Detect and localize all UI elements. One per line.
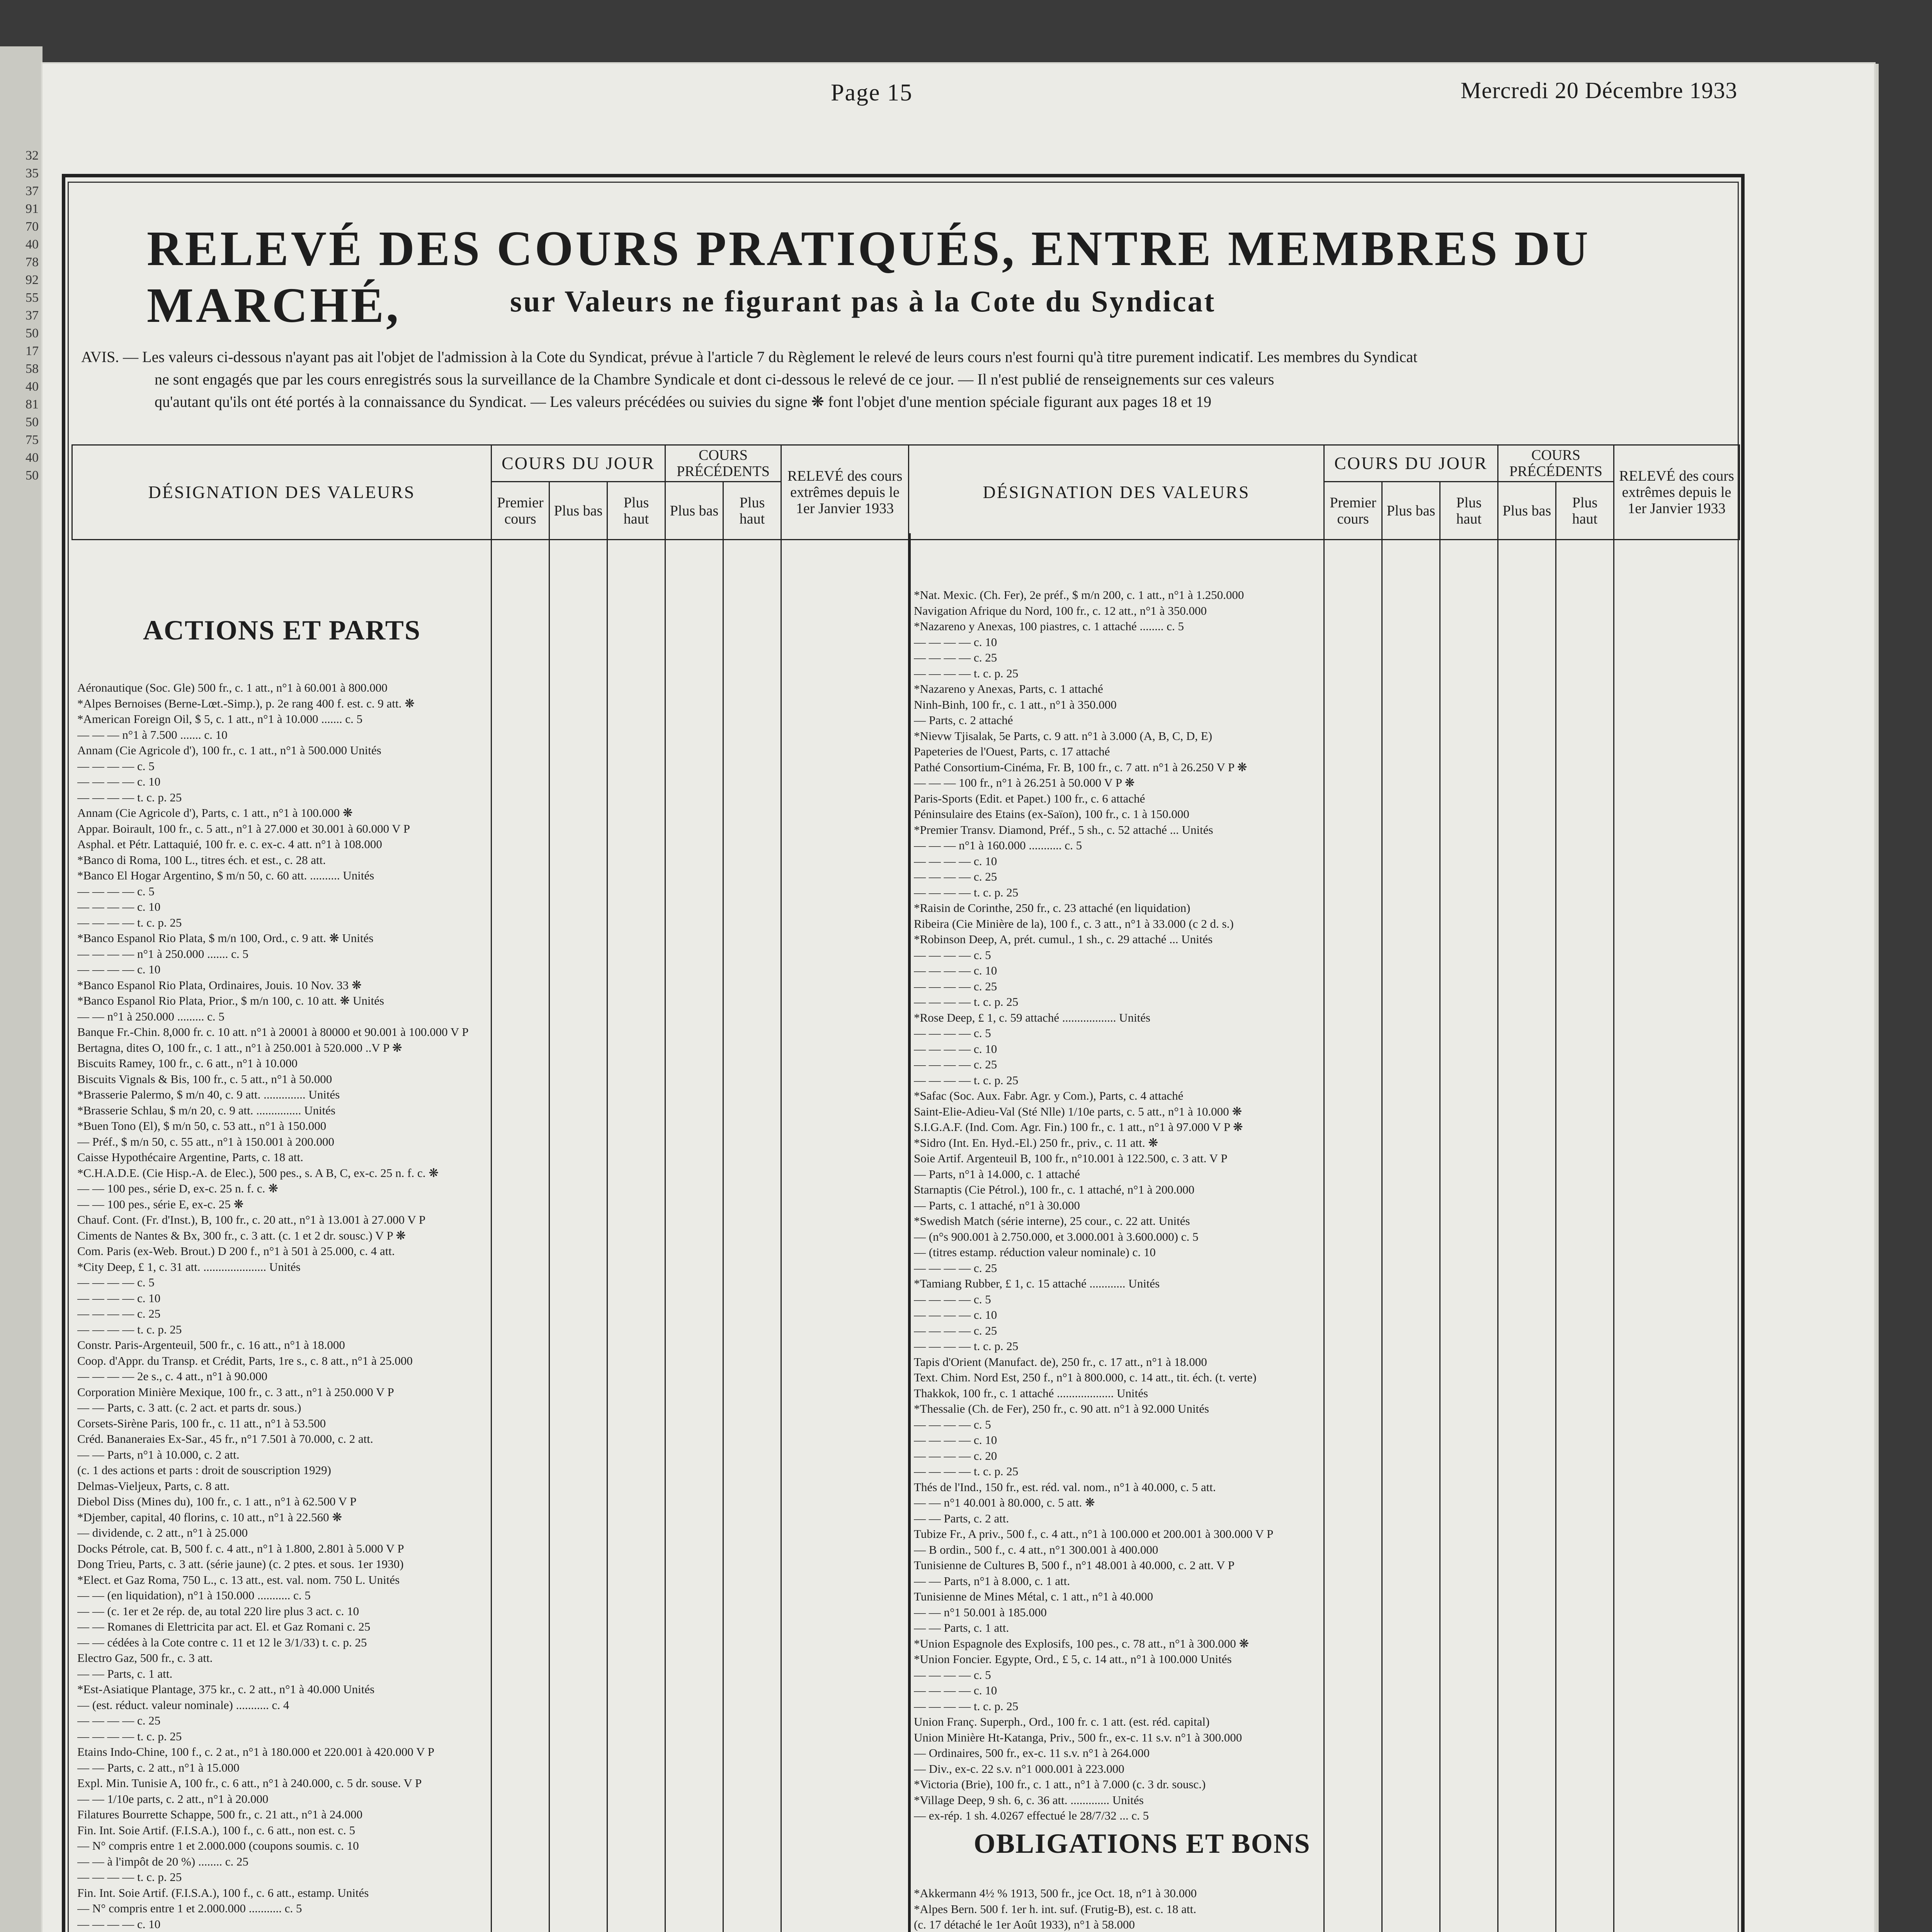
list-item: Com. Paris (ex-Web. Brout.) D 200 f., n°1 à 501 à 25.000, c. 4 att. — [77, 1244, 395, 1258]
list-item: — — n°1 50.001 à 185.000 — [914, 1605, 1047, 1619]
list-item: — — — — c. 10 — [914, 854, 997, 868]
list-item: — — — — c. 5 — [914, 1668, 991, 1682]
list-item: Union Franç. Superph., Ord., 100 fr. c. 1 att. (est. réd. capital) — [914, 1715, 1210, 1728]
list-item: *Thessalie (Ch. de Fer), 250 fr., c. 90 att. n°1 à 92.000 Unités — [914, 1402, 1209, 1415]
notice-line-2: ne sont engagés que par les cours enregistrés sous la surveillance de la Chambre Syndicale et dont ci-dessous le relevé de ce jour. — Il n'est publié de renseignements sur ces valeurs — [155, 371, 1274, 388]
section-obligations-title: OBLIGATIONS ET BONS — [974, 1828, 1311, 1859]
list-item: — — — — c. 10 — [77, 1291, 161, 1305]
list-item: — — — — c. 20 — [914, 1449, 997, 1463]
list-item: *Banco El Hogar Argentino, $ m/n 50, c. 60 att. .......... Unités — [77, 869, 374, 882]
list-item: — — — — c. 5 — [914, 1292, 991, 1306]
list-item: — — — — c. 10 — [914, 635, 997, 649]
page-number: Page 15 — [831, 80, 913, 106]
edge-mark: 32 — [26, 148, 39, 163]
list-item: — — — — 2e s., c. 4 att., n°1 à 90.000 — [77, 1369, 267, 1383]
edge-mark: 40 — [26, 451, 39, 465]
edge-mark: 78 — [26, 255, 39, 269]
list-item: Filatures Bourrette Schappe, 500 fr., c. 21 att., n°1 à 24.000 — [77, 1808, 363, 1821]
list-item: *Nievw Tjisalak, 5e Parts, c. 9 att. n°1 à 3.000 (A, B, C, D, E) — [914, 729, 1213, 743]
obligations-designation-list — [914, 1886, 1321, 1932]
list-item: Ninh-Binh, 100 fr., c. 1 att., n°1 à 350.000 — [914, 697, 1117, 711]
list-item: — — Romanes di Elettricita par act. El. et Gaz Romani c. 25 — [77, 1620, 371, 1633]
column-rule — [1497, 533, 1498, 1932]
list-item: *C.H.A.D.E. (Cie Hisp.-A. de Elec.), 500 pes., s. A B, C, ex-c. 25 n. f. c. ❋ — [77, 1166, 439, 1180]
list-item: *Robinson Deep, A, prét. cumul., 1 sh., c. 29 attaché ... Unités — [914, 932, 1213, 946]
list-item: — — — — c. 5 — [914, 1417, 991, 1431]
list-item: *Banco Espanol Rio Plata, $ m/n 100, Ord., c. 9 att. ❋ Unités — [77, 931, 374, 945]
prec-plus-bas-header-right: Plus bas — [1498, 482, 1556, 540]
list-item: *Banco di Roma, 100 L., titres éch. et est., c. 28 att. — [77, 853, 326, 867]
prec-plus-haut-header-right: Plus haut — [1556, 482, 1614, 540]
list-item: Coop. d'Appr. du Transp. et Crédit, Parts, 1re s., c. 8 att., n°1 à 25.000 — [77, 1354, 413, 1367]
prec-plus-bas-header: Plus bas — [665, 482, 723, 540]
page-subtitle: sur Valeurs ne figurant pas à la Cote du Syndicat — [510, 284, 1216, 318]
edge-mark: 17 — [26, 344, 39, 358]
list-item: Dong Trieu, Parts, c. 3 att. (série jaune) (c. 2 ptes. et sous. 1er 1930) — [77, 1557, 404, 1571]
list-item: Papeteries de l'Ouest, Parts, c. 17 attaché — [914, 745, 1110, 758]
list-item: *Sidro (Int. En. Hyd.-El.) 250 fr., priv., c. 11 att. ❋ — [914, 1136, 1158, 1150]
list-item: Aéronautique (Soc. Gle) 500 fr., c. 1 att., n°1 à 60.001 à 800.000 — [77, 681, 388, 694]
list-item: — — — — c. 25 — [914, 979, 997, 993]
list-item: — Parts, n°1 à 14.000, c. 1 attaché — [914, 1167, 1080, 1181]
plus-bas-header-right: Plus bas — [1382, 482, 1440, 540]
list-item: Corporation Minière Mexique, 100 fr., c. 3 att., n°1 à 250.000 V P — [77, 1385, 394, 1399]
edge-mark: 75 — [26, 433, 39, 447]
list-item: — — Parts, c. 2 att., n°1 à 15.000 — [77, 1760, 240, 1774]
list-item: — — Parts, c. 1 att. — [914, 1621, 1009, 1634]
list-item: — — — — c. 5 — [77, 759, 155, 773]
edge-mark: 92 — [26, 273, 39, 287]
list-item: *Safac (Soc. Aux. Fabr. Agr. y Com.), Parts, c. 4 attaché — [914, 1089, 1184, 1102]
left-designation-list — [77, 680, 487, 1932]
list-item: — (titres estamp. réduction valeur nominale) c. 10 — [914, 1245, 1156, 1259]
right-column-headers — [908, 444, 1740, 540]
list-item: — — — n°1 à 7.500 ....... c. 10 — [77, 728, 228, 742]
list-item: — — — — t. c. p. 25 — [914, 1464, 1019, 1478]
list-item: — — n°1 40.001 à 80.000, c. 5 att. ❋ — [914, 1496, 1095, 1509]
list-item: Delmas-Vieljeux, Parts, c. 8 att. — [77, 1479, 230, 1493]
list-item: *Village Deep, 9 sh. 6, c. 36 att. ............. Unités — [914, 1793, 1144, 1807]
list-item: *Nazareno y Anexas, Parts, c. 1 attaché — [914, 682, 1103, 696]
list-item: — — — — c. 10 — [77, 900, 161, 913]
edge-mark: 50 — [26, 415, 39, 429]
list-item: *Banco Espanol Rio Plata, Ordinaires, Jouis. 10 Nov. 33 ❋ — [77, 978, 362, 992]
list-item: Banque Fr.-Chin. 8,000 fr. c. 10 att. n°1 à 20001 à 80000 et 90.001 à 100.000 V P — [77, 1025, 469, 1039]
list-item: Fin. Int. Soie Artif. (F.I.S.A.), 100 f., c. 6 att., estamp. Unités — [77, 1886, 369, 1900]
list-item: *Nazareno y Anexas, 100 piastres, c. 1 attaché ........ c. 5 — [914, 619, 1184, 633]
column-rule — [908, 533, 911, 1932]
list-item: Soie Artif. Argenteuil B, 100 fr., n°10.001 à 122.500, c. 3 att. V P — [914, 1151, 1228, 1165]
list-item: — Parts, c. 1 attaché, n°1 à 30.000 — [914, 1198, 1080, 1212]
list-item: — — — — t. c. p. 25 — [914, 1699, 1019, 1713]
edge-mark: 58 — [26, 362, 39, 376]
left-column-headers — [71, 444, 909, 540]
list-item: Navigation Afrique du Nord, 100 fr., c. 12 att., n°1 à 350.000 — [914, 604, 1207, 617]
edge-mark: 40 — [26, 237, 39, 252]
cours-du-jour-header: COURS DU JOUR — [492, 445, 665, 482]
list-item: Ribeira (Cie Minière de la), 100 f., c. 3 att., n°1 à 33.000 (c 2 d. s.) — [914, 917, 1234, 930]
list-item: Tubize Fr., A priv., 500 f., c. 4 att., n°1 à 100.000 et 200.001 à 300.000 V P — [914, 1527, 1274, 1541]
edge-mark: 91 — [26, 202, 39, 216]
list-item: Tunisienne de Cultures B, 500 f., n°1 48.001 à 40.000, c. 2 att. V P — [914, 1558, 1235, 1572]
edge-mark: 40 — [26, 379, 39, 394]
list-item: — — — — t. c. p. 25 — [77, 790, 182, 804]
list-item: — — — — t. c. p. 25 — [914, 885, 1019, 899]
list-item: — B ordin., 500 f., c. 4 att., n°1 300.001 à 400.000 — [914, 1543, 1158, 1556]
list-item: — — — n°1 à 160.000 ........... c. 5 — [914, 838, 1082, 852]
list-item: Etains Indo-Chine, 100 f., c. 2 at., n°1 à 180.000 et 220.001 à 420.000 V P — [77, 1745, 434, 1759]
precedents-header-right: COURS PRÉCÉDENTS — [1498, 445, 1614, 482]
list-item: *Swedish Match (série interne), 25 cour., c. 22 att. Unités — [914, 1214, 1190, 1228]
designation-header: DÉSIGNATION DES VALEURS — [72, 445, 492, 540]
list-item: — — — — c. 5 — [77, 1276, 155, 1289]
list-item: — — — — c. 10 — [914, 1684, 997, 1697]
edge-mark: 35 — [26, 166, 39, 180]
list-item: — Préf., $ m/n 50, c. 55 att., n°1 à 150.001 à 200.000 — [77, 1134, 335, 1148]
list-item: *City Deep, £ 1, c. 31 att. ..................... Unités — [77, 1260, 301, 1274]
releve-header: RELEVÉ des cours extrêmes depuis le 1er Janvier 1933 — [781, 445, 909, 540]
list-item: — — — — c. 10 — [914, 1433, 997, 1447]
list-item: *Victoria (Brie), 100 fr., c. 1 att., n°1 à 7.000 (c. 3 dr. sousc.) — [914, 1777, 1206, 1791]
list-item: — — — — t. c. p. 25 — [914, 1073, 1019, 1087]
list-item: *Banco Espanol Rio Plata, Prior., $ m/n 100, c. 10 att. ❋ Unités — [77, 994, 384, 1007]
list-item: Electro Gaz, 500 fr., c. 3 att. — [77, 1651, 213, 1665]
list-item: *Brasserie Schlau, $ m/n 20, c. 9 att. ............... Unités — [77, 1103, 336, 1117]
list-item: *Alpes Bernoises (Berne-Lœt.-Simp.), p. 2e rang 400 f. est. c. 9 att. ❋ — [77, 696, 415, 710]
edge-mark: 37 — [26, 184, 39, 198]
list-item: — — — — c. 5 — [914, 948, 991, 962]
list-item: *Union Foncier. Egypte, Ord., £ 5, c. 14 att., n°1 à 100.000 Unités — [914, 1652, 1232, 1666]
list-item: Saint-Elie-Adieu-Val (Sté Nlle) 1/10e parts, c. 5 att., n°1 à 10.000 ❋ — [914, 1104, 1242, 1118]
list-item: — — à l'impôt de 20 %) ........ c. 25 — [77, 1854, 248, 1868]
list-item: Constr. Paris-Argenteuil, 500 fr., c. 16 att., n°1 à 18.000 — [77, 1338, 345, 1352]
releve-header-right: RELEVÉ des cours extrêmes depuis le 1er Janvier 1933 — [1614, 445, 1740, 540]
section-actions-title: ACTIONS ET PARTS — [143, 615, 421, 646]
list-item: — — 100 pes., série D, ex-c. 25 n. f. c. ❋ — [77, 1182, 279, 1195]
column-rule — [723, 533, 724, 1932]
list-item: — — — — t. c. p. 25 — [77, 1870, 182, 1884]
list-item: *Tamiang Rubber, £ 1, c. 15 attaché ............ Unités — [914, 1277, 1160, 1290]
column-rule — [1323, 533, 1325, 1932]
list-item: Corsets-Sirène Paris, 100 fr., c. 11 att., n°1 à 53.500 — [77, 1416, 326, 1430]
list-item: — Ordinaires, 500 fr., ex-c. 11 s.v. n°1 à 264.000 — [914, 1746, 1150, 1760]
list-item: Annam (Cie Agricole d'), Parts, c. 1 att., n°1 à 100.000 ❋ — [77, 806, 353, 820]
list-item: — Div., ex-c. 22 s.v. n°1 000.001 à 223.000 — [914, 1762, 1124, 1776]
list-item: — — — — c. 5 — [914, 1026, 991, 1040]
edge-mark: 50 — [26, 468, 39, 483]
list-item: Thakkok, 100 fr., c. 1 attaché ................... Unités — [914, 1386, 1148, 1400]
list-item: Paris-Sports (Edit. et Papet.) 100 fr., c. 6 attaché — [914, 791, 1145, 805]
list-item: — — — — c. 25 — [914, 1261, 997, 1275]
notice — [81, 346, 1735, 413]
list-item: — — cédées à la Cote contre c. 11 et 12 le 3/1/33) t. c. p. 25 — [77, 1635, 367, 1649]
list-item: *Elect. et Gaz Roma, 750 L., c. 13 att., est. val. nom. 750 L. Unités — [77, 1573, 400, 1587]
edge-mark: 55 — [26, 291, 39, 305]
list-item: — — — — t. c. p. 25 — [914, 1339, 1019, 1353]
list-item: Bertagna, dites O, 100 fr., c. 1 att., n°1 à 250.001 à 520.000 ..V P ❋ — [77, 1041, 402, 1054]
list-item: Tunisienne de Mines Métal, c. 1 att., n°1 à 40.000 — [914, 1590, 1153, 1603]
list-item: Biscuits Ramey, 100 fr., c. 6 att., n°1 à 10.000 — [77, 1056, 298, 1070]
list-item: *Djember, capital, 40 florins, c. 10 att., n°1 à 22.560 ❋ — [77, 1510, 342, 1524]
list-item: Ciments de Nantes & Bx, 300 fr., c. 3 att. (c. 1 et 2 dr. sousc.) V P ❋ — [77, 1228, 406, 1242]
list-item: Diebol Diss (Mines du), 100 fr., c. 1 att., n°1 à 62.500 V P — [77, 1495, 357, 1508]
list-item: *Union Espagnole des Explosifs, 100 pes., c. 78 att., n°1 à 300.000 ❋ — [914, 1636, 1249, 1650]
list-item: — — n°1 à 250.000 ......... c. 5 — [77, 1009, 224, 1023]
list-item: — — — — t. c. p. 25 — [77, 1729, 182, 1743]
list-item: Caisse Hypothécaire Argentine, Parts, c. 18 att. — [77, 1150, 303, 1164]
list-item: Fin. Int. Soie Artif. (F.I.S.A.), 100 f., c. 6 att., non est. c. 5 — [77, 1823, 355, 1837]
edge-mark: 37 — [26, 308, 39, 323]
designation-header-right: DÉSIGNATION DES VALEURS — [909, 445, 1324, 540]
list-item: — — — — c. 10 — [914, 1308, 997, 1321]
list-item: — — — — c. 25 — [914, 1323, 997, 1337]
list-item: *Akkermann 4½ % 1913, 500 fr., jce Oct. 18, n°1 à 30.000 — [914, 1886, 1197, 1900]
list-item: Tapis d'Orient (Manufact. de), 250 fr., c. 17 att., n°1 à 18.000 — [914, 1355, 1207, 1369]
list-item: (c. 17 détaché le 1er Août 1933), n°1 à 58.000 — [914, 1918, 1135, 1931]
list-item: — — — — t. c. p. 25 — [914, 995, 1019, 1009]
list-item: Expl. Min. Tunisie A, 100 fr., c. 6 att., n°1 à 240.000, c. 5 dr. souse. V P — [77, 1776, 422, 1790]
list-item: — — 100 pes., série E, ex-c. 25 ❋ — [77, 1197, 244, 1211]
list-item: *Rose Deep, £ 1, c. 59 attaché .................. Unités — [914, 1010, 1151, 1024]
column-rule — [491, 533, 492, 1932]
column-rule — [549, 533, 550, 1932]
list-item: *Brasserie Palermo, $ m/n 40, c. 9 att. .............. Unités — [77, 1088, 340, 1101]
plus-haut-header: Plus haut — [607, 482, 665, 540]
list-item: *Buen Tono (El), $ m/n 50, c. 53 att., n°1 à 150.000 — [77, 1119, 327, 1133]
list-item: — — — — c. 25 — [914, 651, 997, 664]
notice-line-3: qu'autant qu'ils ont été portés à la connaissance du Syndicat. — Les valeurs précédées ou suivies du signe ❋ font l'objet d'une mention spéciale figurant aux pages 18 et 19 — [155, 393, 1211, 410]
list-item: — — — — c. 10 — [77, 963, 161, 976]
column-rule — [1555, 533, 1556, 1932]
list-item: — — (en liquidation), n°1 à 150.000 ........... c. 5 — [77, 1588, 311, 1602]
edge-mark: 50 — [26, 326, 39, 340]
column-rule — [1381, 533, 1383, 1932]
previous-page-edge — [0, 147, 39, 485]
list-item: Asphal. et Pétr. Lattaquié, 100 fr. e. c. ex-c. 4 att. n°1 à 108.000 — [77, 837, 382, 851]
list-item: — — — — c. 10 — [77, 775, 161, 788]
list-item: — Parts, c. 2 attaché — [914, 713, 1013, 727]
list-item: — dividende, c. 2 att., n°1 à 25.000 — [77, 1526, 248, 1539]
list-item: — — — 100 fr., n°1 à 26.251 à 50.000 V P ❋ — [914, 776, 1135, 789]
list-item: — — Parts, c. 2 att. — [914, 1511, 1009, 1525]
list-item: — — — — c. 25 — [914, 1058, 997, 1071]
list-item: — — — — c. 10 — [914, 964, 997, 977]
list-item: Thés de l'Ind., 150 fr., est. réd. val. nom., n°1 à 40.000, c. 5 att. — [914, 1480, 1216, 1494]
edge-mark: 70 — [26, 219, 39, 234]
list-item: — N° compris entre 1 et 2.000.000 ........... c. 5 — [77, 1901, 302, 1915]
list-item: *Raisin de Corinthe, 250 fr., c. 23 attaché (en liquidation) — [914, 901, 1190, 915]
issue-date: Mercredi 20 Décembre 1933 — [1461, 78, 1738, 103]
list-item: Pathé Consortium-Cinéma, Fr. B, 100 fr., c. 7 att. n°1 à 26.250 V P ❋ — [914, 760, 1247, 774]
list-item: — — Parts, c. 1 att. — [77, 1667, 173, 1680]
prec-plus-haut-header: Plus haut — [723, 482, 781, 540]
list-item: *Premier Transv. Diamond, Préf., 5 sh., c. 52 attaché ... Unités — [914, 823, 1213, 837]
list-item: Appar. Boirault, 100 fr., c. 5 att., n°1 à 27.000 et 30.001 à 60.000 V P — [77, 821, 410, 835]
list-item: — — — — c. 5 — [77, 884, 155, 898]
precedents-header: COURS PRÉCÉDENTS — [665, 445, 781, 482]
list-item: *Nat. Mexic. (Ch. Fer), 2e préf., $ m/n 200, c. 1 att., n°1 à 1.250.000 — [914, 588, 1244, 602]
page-title: RELEVÉ DES COURS PRATIQUÉS, ENTRE MEMBRES DU MARCHÉ, — [147, 221, 1590, 333]
list-item: Docks Pétrole, cat. B, 500 f. c. 4 att., n°1 à 1.800, 2.801 à 5.000 V P — [77, 1541, 404, 1555]
list-item: Créd. Bananeraies Ex-Sar., 45 fr., n°1 7.501 à 70.000, c. 2 att. — [77, 1432, 373, 1446]
list-item: — — — — t. c. p. 25 — [914, 666, 1019, 680]
premier-cours-header: Premier cours — [492, 482, 549, 540]
list-item: — — — — c. 25 — [77, 1307, 161, 1320]
list-item: — — (c. 1er et 2e rép. de, au total 220 lire plus 3 act. c. 10 — [77, 1604, 359, 1618]
list-item: Chauf. Cont. (Fr. d'Inst.), B, 100 fr., c. 20 att., n°1 à 13.001 à 27.000 V P — [77, 1213, 426, 1226]
list-item: Annam (Cie Agricole d'), 100 fr., c. 1 att., n°1 à 500.000 Unités — [77, 743, 381, 757]
list-item: — (est. réduct. valeur nominale) ........... c. 4 — [77, 1698, 289, 1712]
list-item: — N° compris entre 1 et 2.000.000 (coupons soumis. c. 10 — [77, 1839, 359, 1852]
plus-haut-header-right: Plus haut — [1440, 482, 1498, 540]
premier-cours-header-right: Premier cours — [1324, 482, 1382, 540]
notice-line-1: AVIS. — Les valeurs ci-dessous n'ayant pas ait l'objet de l'admission à la Cote du Syndicat, prévue à l'article 7 du Règlement le relevé de leurs cours n'est fourni qu'à titre purement indicatif. Les membres du Syndicat — [81, 348, 1418, 366]
list-item: *Alpes Bern. 500 f. 1er h. int. suf. (Frutig-B), est. c. 18 att. — [914, 1902, 1196, 1916]
list-item: Union Minière Ht-Katanga, Priv., 500 fr., ex-c. 11 s.v. n°1 à 300.000 — [914, 1730, 1242, 1744]
list-item: — — — — t. c. p. 25 — [77, 915, 182, 929]
list-item: Starnaptis (Cie Pétrol.), 100 fr., c. 1 attaché, n°1 à 200.000 — [914, 1183, 1195, 1196]
list-item: — — — — c. 10 — [914, 1042, 997, 1056]
list-item: — — — — n°1 à 250.000 ....... c. 5 — [77, 947, 248, 961]
list-item: — (n°s 900.001 à 2.750.000, et 3.000.001 à 3.600.000) c. 5 — [914, 1230, 1199, 1243]
column-rule — [607, 533, 608, 1932]
list-item: Text. Chim. Nord Est, 250 f., n°1 à 800.000, c. 14 att., tit. éch. (t. verte) — [914, 1371, 1257, 1384]
list-item: *Est-Asiatique Plantage, 375 kr., c. 2 att., n°1 à 40.000 Unités — [77, 1682, 375, 1696]
list-item: — — — — c. 25 — [77, 1714, 161, 1727]
list-item: — — Parts, c. 3 att. (c. 2 act. et parts dr. sous.) — [77, 1401, 301, 1414]
list-item: Biscuits Vignals & Bis, 100 fr., c. 5 att., n°1 à 50.000 — [77, 1072, 332, 1086]
list-item: — — Parts, n°1 à 8.000, c. 1 att. — [914, 1574, 1070, 1588]
list-item: Péninsulaire des Etains (ex-Saïon), 100 fr., c. 1 à 150.000 — [914, 807, 1189, 821]
column-rule — [781, 533, 782, 1932]
list-item: — — — — c. 10 — [77, 1917, 161, 1931]
column-rule — [1439, 533, 1440, 1932]
list-item: *American Foreign Oil, $ 5, c. 1 att., n°1 à 10.000 ....... c. 5 — [77, 712, 363, 726]
edge-mark: 81 — [26, 397, 39, 412]
list-item: S.I.G.A.F. (Ind. Com. Agr. Fin.) 100 fr., c. 1 att., n°1 à 97.000 V P ❋ — [914, 1120, 1243, 1134]
list-item: (c. 1 des actions et parts : droit de souscription 1929) — [77, 1463, 331, 1477]
column-rule — [1613, 533, 1614, 1932]
list-item: — — 1/10e parts, c. 2 att., n°1 à 20.000 — [77, 1792, 269, 1806]
plus-bas-header: Plus bas — [549, 482, 607, 540]
list-item: — — Parts, n°1 à 10.000, c. 2 att. — [77, 1447, 240, 1461]
list-item: — — — — t. c. p. 25 — [77, 1322, 182, 1336]
cours-du-jour-header-right: COURS DU JOUR — [1324, 445, 1498, 482]
right-designation-list — [914, 587, 1321, 1824]
list-item: — — — — c. 25 — [914, 870, 997, 883]
column-rule — [665, 533, 666, 1932]
list-item: — ex-rép. 1 sh. 4.0267 effectué le 28/7/32 ... c. 5 — [914, 1809, 1149, 1822]
